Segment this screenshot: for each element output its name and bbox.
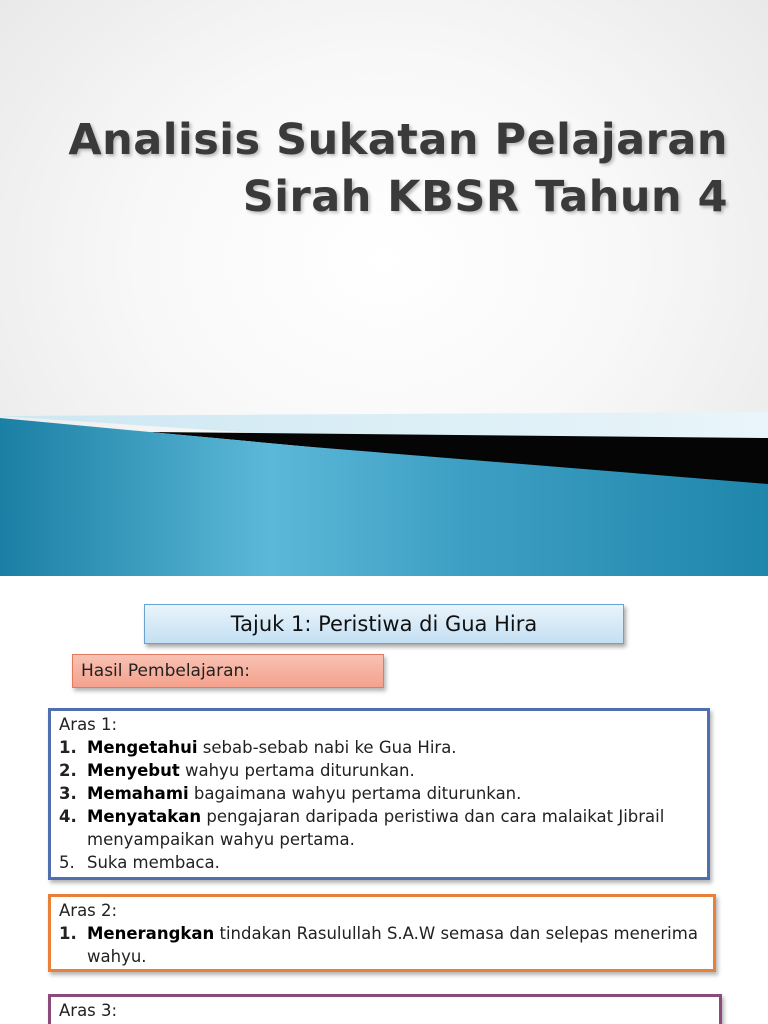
level-2-box	[48, 894, 716, 972]
content-slide	[0, 576, 768, 1024]
item-number: 2.	[59, 761, 77, 780]
learning-outcomes-label: Hasil Pembelajaran:	[72, 654, 384, 688]
item-text: pengajaran daripada peristiwa dan cara malaikat Jibrail menyampaikan wahyu pertama.	[87, 807, 665, 849]
level-3-heading: Aras 3:	[59, 1001, 118, 1020]
item-number: 3.	[59, 784, 77, 803]
level-3-box	[48, 994, 722, 1024]
item-text: Suka membaca.	[87, 853, 220, 872]
title-line-1: Analisis Sukatan Pelajaran	[68, 115, 728, 165]
decorative-wave-band	[0, 380, 768, 576]
level-1-box	[48, 708, 710, 880]
topic-name: Peristiwa di Gua Hira	[318, 612, 538, 636]
list-item	[59, 851, 699, 874]
topic-prefix: Tajuk 1:	[230, 612, 319, 636]
item-verb: Menyebut	[87, 761, 180, 780]
item-text: sebab-sebab nabi ke Gua Hira.	[197, 738, 457, 757]
item-text: tindakan Rasulullah S.A.W semasa dan selepas menerima wahyu.	[87, 924, 698, 966]
item-number: 1.	[59, 738, 77, 757]
slide-title	[28, 112, 728, 226]
list-item	[59, 782, 699, 805]
item-number: 5.	[59, 853, 75, 872]
list-item	[59, 736, 699, 759]
topic-title-box	[144, 604, 624, 644]
title-line-2: Sirah KBSR Tahun 4	[242, 172, 728, 222]
list-item	[59, 805, 699, 851]
item-number: 4.	[59, 807, 77, 826]
list-item	[59, 759, 699, 782]
item-number: 1.	[59, 924, 77, 943]
item-verb: Mengetahui	[87, 738, 198, 757]
level-1-heading: Aras 1:	[59, 715, 118, 734]
item-verb: Menerangkan	[87, 924, 215, 943]
item-text: bagaimana wahyu pertama diturunkan.	[188, 784, 522, 803]
item-verb: Menyatakan	[87, 807, 202, 826]
list-item	[59, 922, 705, 968]
item-verb: Memahami	[87, 784, 189, 803]
item-text: wahyu pertama diturunkan.	[179, 761, 415, 780]
level-2-heading: Aras 2:	[59, 901, 118, 920]
